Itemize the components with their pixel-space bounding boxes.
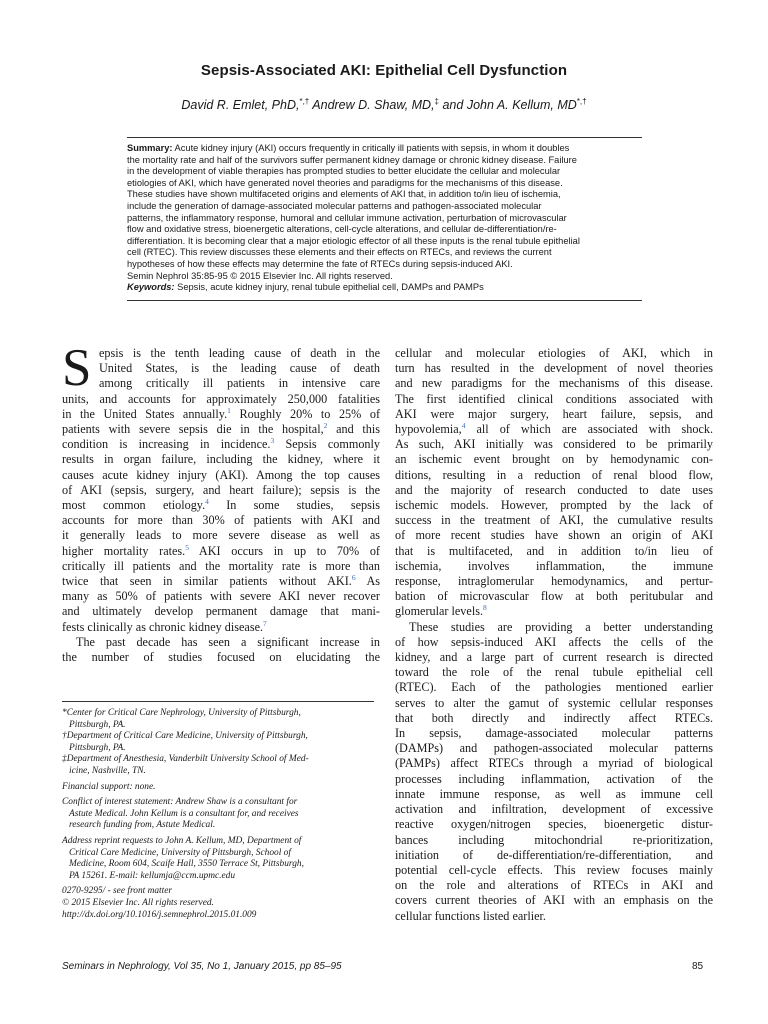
text-line: and ultimately develop permanent damage that mani- xyxy=(62,604,380,619)
citation-link[interactable]: 5 xyxy=(185,542,189,552)
text-line: glomerular levels.$^8$ xyxy=(395,603,487,619)
author-list xyxy=(0,97,768,112)
footnote-conflict: Conflict of interest statement: Andrew Shaw is a consultant for xyxy=(62,797,298,808)
citation-link[interactable]: 3 xyxy=(270,436,275,446)
abstract-citation: Semin Nephrol 35:85-95 © 2015 Elsevier Inc. All rights reserved. xyxy=(127,270,393,281)
text-line: of more recent studies have shown an origin of AKI xyxy=(395,528,713,543)
footnote-funding: Financial support: none. xyxy=(62,781,156,792)
citation-link[interactable]: 7 xyxy=(263,618,267,628)
citation-link[interactable]: 4 xyxy=(205,497,209,507)
author-emlet: David R. Emlet, PhD, xyxy=(181,98,300,113)
abstract-line: hypotheses of how these effects may determine the fate of RTECs during sepsis-induced AKI. xyxy=(127,258,513,269)
author-kellum: and John A. Kellum, MD xyxy=(442,98,577,113)
abstract-line: patterns, the inflammatory response, humoral and cellular immune activation, perturbation of microvascular xyxy=(127,212,567,223)
text-line: success in the treatment of AKI, the cumulative results xyxy=(395,513,713,528)
text-line: epsis is the tenth leading cause of death in the xyxy=(99,346,380,360)
text-line: cellular functions listed earlier. xyxy=(395,908,546,923)
drop-cap: S xyxy=(62,339,92,397)
footnote-address: Medicine, Room 604, Scaife Hall, 3550 Terrace St, Pittsburgh, xyxy=(69,859,304,870)
text-line: cellular and molecular etiologies of AKI, which in xyxy=(395,346,713,360)
text-line: innate immune response, as well as immune cell xyxy=(395,786,713,801)
footnote-conflict: Astute Medical. John Kellum is a consultant for, and receives xyxy=(69,808,299,819)
text-line: accounts for more than 30% of patients with AKI and xyxy=(62,513,380,528)
text-line: the number of studies focused on elucidating the xyxy=(62,650,380,665)
summary-label: Summary: xyxy=(127,143,173,153)
footnote-affiliation: *Center for Critical Care Nephrology, University of Pittsburgh, xyxy=(62,708,301,718)
text-line: higher mortality rates.$^5$ AKI occurs in up to 70% of xyxy=(62,542,380,558)
text-line: reactive oxygen/nitrogen species, bioenergetic distur- xyxy=(395,817,713,832)
author-shaw: Andrew D. Shaw, MD, xyxy=(312,98,435,113)
page-number: 85 xyxy=(692,961,704,972)
text-line: toward the role of the renal tubule epithelial cell xyxy=(395,665,713,680)
text-line: hypovolemia,$^4$ all of which are associated with shock. xyxy=(395,421,713,437)
body-column-left xyxy=(62,346,380,665)
text-line: activation and infiltration, development of excessive xyxy=(395,802,713,817)
text-line: The first identified clinical conditions associated with xyxy=(395,391,713,406)
footnote-address: Address reprint requests to John A. Kellum, MD, Department of xyxy=(62,835,302,846)
author-shaw-affil: ‡ xyxy=(434,97,439,106)
text-line: and the majority of research conducted to date uses xyxy=(395,482,713,497)
footnote-affiliation: Pittsburgh, PA. xyxy=(69,719,126,730)
text-line: ditions, resulting in a reduction of renal blood flow, xyxy=(395,467,713,482)
text-line: (DAMPs) and pathogen-associated molecular patterns xyxy=(395,741,713,756)
text-line: fests clinically as chronic kidney disease.$^7$ xyxy=(62,618,267,634)
text-line: that both directly and indirectly affect RTECs. xyxy=(395,710,713,725)
citation-link[interactable]: 1 xyxy=(227,405,231,415)
footnote-affiliation: †Department of Critical Care Medicine, University of Pittsburgh, xyxy=(62,731,308,742)
text-line: response, intraglomerular hemodynamics, and pertur- xyxy=(395,574,713,589)
abstract-line: etiologies of AKI, which have generated novel theories and paradigms for the mechanisms of this disease. xyxy=(127,177,563,188)
text-line: ischemia, involves inflammation, the immune xyxy=(395,558,713,573)
text-line: processes including inflammation, activation of the xyxy=(395,771,713,786)
text-line: serves to alter the gamut of systemic cellular responses xyxy=(395,695,713,710)
text-line: on the role and alterations of RTECs in AKI and xyxy=(395,878,713,893)
text-line: As such, AKI initially was considered to be primarily xyxy=(395,437,713,452)
footnote-affiliation: ‡Department of Anesthesia, Vanderbilt University School of Med- xyxy=(62,754,309,765)
text-line: it generally leads to more severe disease as well as xyxy=(62,528,380,543)
text-line: potential cell-cycle effects. This review focuses mainly xyxy=(395,862,713,877)
article-title: Sepsis-Associated AKI: Epithelial Cell Dysfunction xyxy=(200,62,568,79)
footnote-affiliation: Pittsburgh, PA. xyxy=(69,742,126,753)
footnote-address: PA 15261. E-mail: kellumja@ccm.upmc.edu xyxy=(69,870,236,881)
text-line: ischemic models. However, prompted by the lack of xyxy=(395,498,713,513)
doi-link[interactable]: http://dx.doi.org/10.1016/j.semnephrol.2015.01.009 xyxy=(62,909,257,920)
text-line: patients with severe sepsis die in the hospital,$^2$ and this xyxy=(62,421,380,437)
abstract-line: These studies have shown multifaceted origins and elements of AKI that, in addition to/in lieu of ischemia, xyxy=(127,189,561,200)
footnote-affiliation: icine, Nashville, TN. xyxy=(69,765,146,776)
citation-link[interactable]: 4 xyxy=(461,421,466,431)
text-line: twice that seen in similar patients without AKI.$^6$ As xyxy=(62,573,381,589)
text-line: initiation of de-differentiation/re-differentiation, and xyxy=(395,847,713,862)
text-line: of AKI (sepsis, surgery, and heart failure); sepsis is the xyxy=(62,482,380,497)
text-line: (RTEC). Each of the pathologies mentioned earlier xyxy=(395,680,713,695)
text-line: in the United States annually.$^1$ Roughly 20% to 25% of xyxy=(62,405,381,421)
footnote-address: Critical Care Medicine, University of Pittsburgh, School of xyxy=(69,847,291,858)
abstract-keywords: Keywords: Sepsis, acute kidney injury, renal tubule epithelial cell, DAMPs and PAMPs xyxy=(127,282,484,293)
text-line: kidney, and a large part of current research is directed xyxy=(395,650,713,665)
text-line: units, and accounts for approximately 250,000 fatalities xyxy=(62,391,380,406)
text-line: These studies are providing a better understanding xyxy=(409,619,713,634)
keywords-label: Keywords: xyxy=(127,282,175,293)
text-line: United States, is the leading cause of death xyxy=(99,361,380,376)
text-line: causes acute kidney injury (AKI). Among the top causes xyxy=(62,467,380,482)
text-line: most common etiology.$^4$ In some studies, sepsis xyxy=(62,497,380,513)
text-line: AKI were major surgery, heart failure, sepsis, and xyxy=(395,406,713,421)
citation-link[interactable]: 6 xyxy=(351,573,356,583)
abstract-line: in the development of viable therapies has prompted studies to better elucidate the cellular and molecular xyxy=(127,166,561,177)
text-line: In sepsis, damage-associated molecular patterns xyxy=(395,726,713,741)
text-line: covers current theories of AKI with an emphasis on the xyxy=(395,893,713,908)
footnote-copyright: © 2015 Elsevier Inc. All rights reserved. xyxy=(62,897,214,908)
abstract-line: differentiation. It is becoming clear that a major etiologic effector of all these inputs is the renal tubule epithelial xyxy=(127,235,580,246)
text-line: (PAMPs) affect RTECs through a myriad of biological xyxy=(395,756,713,771)
text-line: many as 50% of patients with severe AKI never recover xyxy=(62,589,380,604)
abstract-line: Summary: Acute kidney injury (AKI) occurs frequently in critically ill patients with sepsis, in whom it doubles xyxy=(127,143,570,153)
text-line: bances including mitochondrial re-prioritization, xyxy=(395,832,713,847)
footnote-divider xyxy=(62,701,374,702)
text-line: bation of microvascular flow at both peritubular and xyxy=(395,589,713,604)
text-line: condition is increasing in incidence.$^3$ Sepsis commonly xyxy=(62,436,380,452)
text-line: results in organ failure, including the kidney, where it xyxy=(62,452,380,467)
text-line: among critically ill patients in intensive care xyxy=(99,376,380,391)
text-line: and new paradigms for the mechanisms of this disease. xyxy=(395,376,713,391)
text-line: turn has resulted in the development of novel theories xyxy=(395,361,713,376)
journal-footer: Seminars in Nephrology, Vol 35, No 1, January 2015, pp 85–95 xyxy=(62,961,342,972)
abstract-line: include the generation of damage-associated molecular patterns and pathogen-associated molecular xyxy=(127,200,542,211)
abstract-box xyxy=(127,137,642,301)
body-column-right xyxy=(395,346,713,924)
author-kellum-affil: *,† xyxy=(576,97,587,106)
footnote-issn: 0270-9295/ - see front matter xyxy=(62,886,173,897)
abstract-line: cell (RTEC). This review discusses these elements and their effects on RTECs, and reviews the current xyxy=(127,247,552,258)
footnotes xyxy=(62,708,380,921)
text-line: critically ill patients and the mortality rate is more than xyxy=(62,558,380,573)
abstract-line: flow and oxidative stress, bioenergetic alterations, cell-cycle alterations, and cellular de-differentiation/re- xyxy=(127,224,557,235)
citation-link[interactable]: 2 xyxy=(323,421,328,431)
abstract-line: the mortality rate and half of the survivors suffer permanent kidney damage or chronic kidney disease. Failure xyxy=(127,154,577,165)
text-line: of how sepsis-induced AKI affects the cells of the xyxy=(395,634,713,649)
citation-link[interactable]: 8 xyxy=(483,603,487,613)
text-line: an ischemic event brought on by hemodynamic con- xyxy=(395,452,713,467)
text-line: that is multifaceted, and in addition to/in lieu of xyxy=(395,543,713,558)
text-line: The past decade has seen a significant increase in xyxy=(76,634,380,649)
footnote-conflict: research funding from, Astute Medical. xyxy=(69,820,216,831)
author-emlet-affil: *,† xyxy=(299,97,310,106)
